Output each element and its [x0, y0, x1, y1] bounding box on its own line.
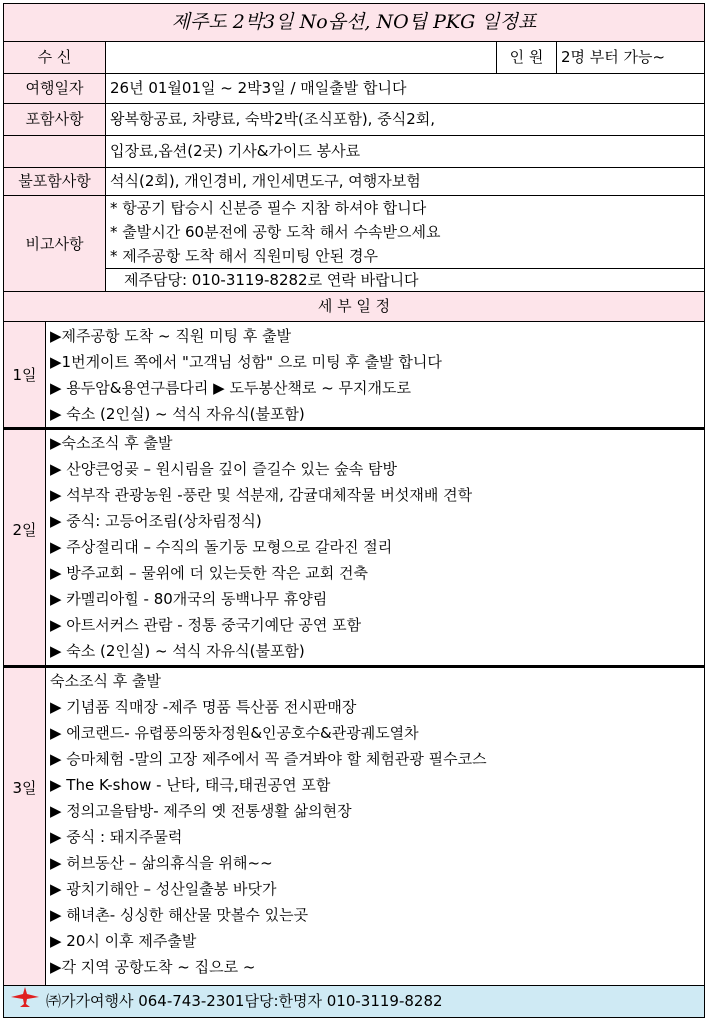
list-item: ▶제주공항 도착 ~ 직원 미팅 후 출발 — [50, 327, 292, 345]
day-3-label: 3일 — [4, 666, 46, 986]
list-item: ▶ The K-show - 난타, 태극,태권공연 포함 — [50, 776, 331, 794]
itinerary-sheet — [3, 3, 705, 1018]
notes-lines — [106, 196, 704, 268]
list-item: ▶ 석부작 관광농원 -풍란 및 석분재, 감귤대체작물 버섯재배 견학 — [50, 486, 473, 504]
list-item: ▶숙소조식 후 출발 — [50, 434, 173, 452]
list-item: ▶ 방주교회 – 물위에 더 있는듯한 작은 교회 건축 — [50, 564, 369, 582]
list-item: ▶ 아트서커스 관람 - 정통 중국기예단 공연 포함 — [50, 616, 362, 634]
day-2-label: 2일 — [4, 428, 46, 666]
note-line: * 제주공항 도착 해서 직원미팅 안된 경우 — [110, 247, 378, 265]
day-1-label: 1일 — [4, 322, 46, 428]
note-line: * 항공기 탑승시 신분증 필수 지참 하셔야 합니다 — [110, 199, 427, 217]
list-item: ▶ 광치기해안 – 성산일출봉 바닷가 — [50, 880, 277, 898]
list-item: ▶ 숙소 (2인실) ~ 석식 자유식(불포함) — [50, 405, 305, 423]
travel-date-value: 26년 01월01일 ~ 2박3일 / 매일출발 합니다 — [106, 74, 704, 104]
included-label: 포함사항 — [4, 104, 106, 136]
list-item: ▶ 산양큰엉곶 – 원시림을 깊이 즐길수 있는 숲속 탐방 — [50, 460, 397, 478]
recipient-value — [106, 42, 497, 74]
included-label-cont — [4, 136, 106, 168]
people-label: 인 원 — [497, 42, 557, 74]
day-2-items — [46, 428, 704, 666]
page-title: 제주도 2박3일 No옵션, NO팁 PKG 일정표 — [4, 4, 704, 42]
list-item: ▶ 주상절리대 – 수직의 돌기둥 모형으로 갈라진 절리 — [50, 538, 393, 556]
people-value: 2명 부터 가능~ — [557, 42, 704, 74]
included-line-2: 입장료,옵션(2곳) 기사&가이드 봉사료 — [106, 136, 704, 168]
list-item: ▶ 승마체험 -말의 고장 제주에서 꼭 즐겨봐야 할 체험관광 필수코스 — [50, 750, 487, 768]
day-3-items — [46, 666, 704, 986]
footer-text: ㈜가가여행사 064-743-2301담당:한명자 010-3119-8282 — [46, 992, 443, 1010]
recipient-label: 수 신 — [4, 42, 106, 74]
notes-contact: 제주담당: 010-3119-8282로 연락 바랍니다 — [106, 268, 704, 292]
day-1-items — [46, 322, 704, 428]
list-item: ▶ 기념품 직매장 -제주 명품 특산품 전시판매장 — [50, 698, 357, 716]
list-item: ▶각 지역 공항도착 ~ 집으로 ~ — [50, 958, 256, 976]
airplane-icon — [10, 986, 40, 1017]
list-item: ▶ 에코랜드- 유렵풍의뚱차정원&인공호수&관광궤도열차 — [50, 724, 419, 742]
list-item: ▶ 20시 이후 제주출발 — [50, 932, 197, 950]
excluded-value: 석식(2회), 개인경비, 개인세면도구, 여행자보험 — [106, 168, 704, 196]
list-item: ▶ 카멜리아힐 - 80개국의 동백나무 휴양림 — [50, 590, 328, 608]
excluded-label: 불포함사항 — [4, 168, 106, 196]
notes-label: 비고사항 — [4, 196, 106, 292]
travel-date-label: 여행일자 — [4, 74, 106, 104]
list-item: ▶ 숙소 (2인실) ~ 석식 자유식(불포함) — [50, 642, 305, 660]
list-item: ▶ 중식: 고등어조림(상차림정식) — [50, 512, 262, 530]
list-item: 숙소조식 후 출발 — [50, 672, 161, 690]
note-line: * 출발시간 60분전에 공항 도착 해서 수속받으세요 — [110, 223, 441, 241]
included-line-1: 왕복항공료, 차량료, 숙박2박(조식포함), 중식2회, — [106, 104, 704, 136]
list-item: ▶ 용두암&용연구름다리 ▶ 도두봉산책로 ~ 무지개도로 — [50, 379, 411, 397]
detail-header: 세 부 일 정 — [4, 292, 704, 322]
list-item: ▶ 허브동산 – 삶의휴식을 위해~~ — [50, 854, 273, 872]
list-item: ▶ 중식 : 돼지주물럭 — [50, 828, 183, 846]
list-item: ▶ 해녀촌- 싱싱한 해산물 맛볼수 있는곳 — [50, 906, 309, 924]
list-item: ▶1번게이트 쪽에서 "고객님 성함" 으로 미팅 후 출발 합니다 — [50, 353, 442, 371]
list-item: ▶ 정의고을탐방- 제주의 옛 전통생활 삶의현장 — [50, 802, 352, 820]
footer-bar — [4, 986, 704, 1017]
